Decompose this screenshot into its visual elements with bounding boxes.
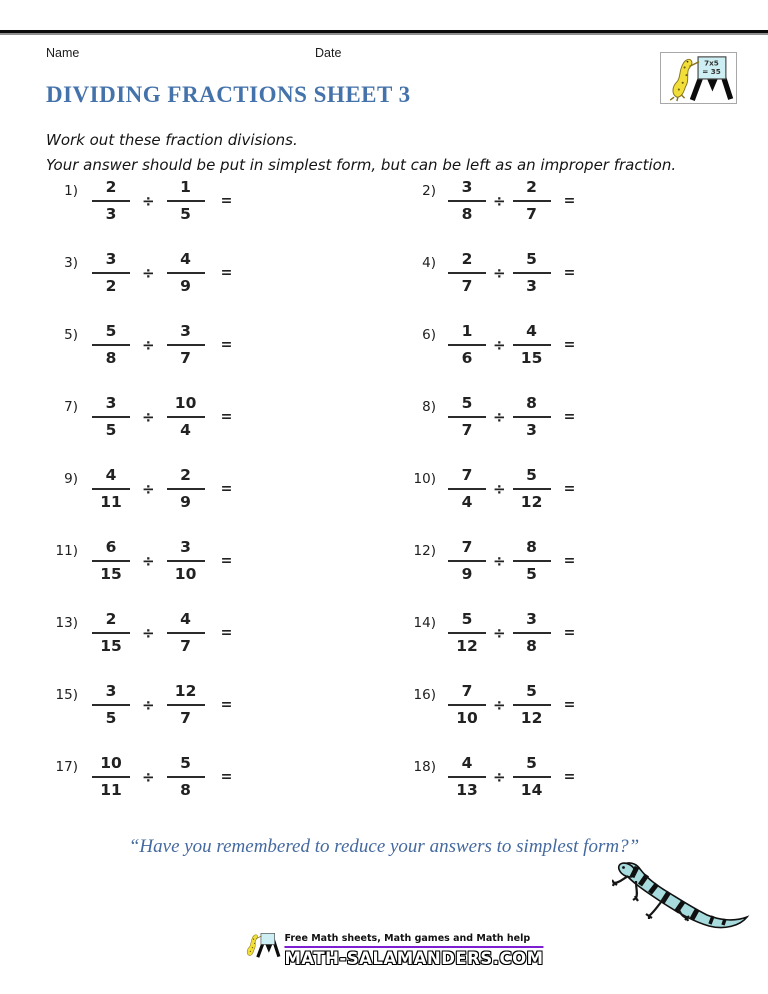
problem-number: 13) bbox=[55, 615, 78, 631]
fraction-divisor bbox=[513, 682, 551, 728]
denominator: 3 bbox=[105, 205, 117, 223]
divide-sign: ÷ bbox=[142, 264, 155, 282]
fraction-dividend bbox=[92, 610, 130, 656]
gecko-illustration bbox=[612, 860, 750, 938]
numerator: 8 bbox=[513, 394, 551, 418]
fraction-divisor bbox=[167, 466, 205, 512]
fraction-divisor bbox=[167, 178, 205, 224]
denominator: 3 bbox=[526, 277, 537, 295]
equals-sign: = bbox=[563, 625, 576, 641]
problem-item bbox=[380, 682, 575, 728]
instruction-line-1: Work out these fraction divisions. bbox=[46, 131, 298, 149]
denominator: 9 bbox=[461, 565, 473, 583]
denominator: 8 bbox=[105, 349, 117, 367]
divide-sign: ÷ bbox=[142, 336, 155, 354]
divide-sign: ÷ bbox=[142, 696, 155, 714]
numerator: 2 bbox=[513, 178, 551, 202]
numerator: 5 bbox=[167, 754, 205, 778]
divide-sign: ÷ bbox=[493, 192, 506, 210]
fraction-dividend bbox=[92, 178, 130, 224]
fraction-divisor bbox=[513, 754, 551, 800]
numerator: 5 bbox=[448, 394, 486, 418]
problem-item bbox=[46, 250, 232, 296]
fraction-dividend bbox=[92, 538, 130, 584]
numerator: 3 bbox=[448, 178, 486, 202]
problem-number: 7) bbox=[64, 399, 78, 415]
equals-sign: = bbox=[563, 265, 576, 281]
divide-sign: ÷ bbox=[142, 552, 155, 570]
page-title: DIVIDING FRACTIONS SHEET 3 bbox=[46, 82, 411, 107]
site-wordmark: MATH-SALAMANDERS.COM bbox=[284, 949, 544, 968]
divide-sign: ÷ bbox=[493, 408, 506, 426]
divide-sign: ÷ bbox=[142, 480, 155, 498]
date-label: Date bbox=[315, 46, 342, 60]
numerator: 7 bbox=[448, 682, 486, 706]
fraction-divisor bbox=[167, 610, 205, 656]
problem-item bbox=[46, 394, 232, 440]
divide-sign: ÷ bbox=[142, 192, 155, 210]
problem-item bbox=[46, 322, 232, 368]
equals-sign: = bbox=[220, 481, 233, 497]
footer-tagline: Free Math sheets, Math games and Math help bbox=[284, 933, 531, 944]
numerator: 3 bbox=[92, 682, 130, 706]
fraction-dividend bbox=[448, 610, 486, 656]
numerator: 8 bbox=[513, 538, 551, 562]
problem-row bbox=[0, 394, 768, 466]
problem-row bbox=[0, 250, 768, 322]
problem-row bbox=[0, 682, 768, 754]
denominator: 7 bbox=[180, 349, 191, 367]
denominator: 5 bbox=[105, 709, 117, 727]
equals-sign: = bbox=[220, 409, 233, 425]
equals-sign: = bbox=[220, 625, 233, 641]
denominator: 7 bbox=[461, 277, 473, 295]
site-logo bbox=[660, 52, 737, 104]
divide-sign: ÷ bbox=[493, 264, 506, 282]
fraction-divisor bbox=[513, 610, 551, 656]
fraction-divisor bbox=[167, 322, 205, 368]
numerator: 3 bbox=[167, 322, 205, 346]
problem-number: 12) bbox=[413, 543, 436, 559]
instruction-line-2: Your answer should be put in simplest form, but can be left as an improper fraction. bbox=[46, 156, 677, 174]
problem-number: 3) bbox=[64, 255, 78, 271]
fraction-dividend bbox=[448, 538, 486, 584]
problem-item bbox=[380, 610, 575, 656]
footer-salamander-icon bbox=[242, 922, 280, 968]
numerator: 7 bbox=[448, 538, 486, 562]
problem-item bbox=[46, 178, 232, 224]
fraction-divisor bbox=[167, 250, 205, 296]
problem-item bbox=[46, 682, 232, 728]
problem-number: 4) bbox=[422, 255, 436, 271]
problem-item bbox=[380, 394, 575, 440]
numerator: 5 bbox=[513, 682, 551, 706]
fraction-dividend bbox=[92, 754, 130, 800]
fraction-divisor bbox=[513, 250, 551, 296]
footer-quote: “Have you remembered to reduce your answers to simplest form?” bbox=[128, 836, 640, 857]
problem-number: 2) bbox=[422, 183, 436, 199]
equals-sign: = bbox=[220, 697, 233, 713]
problem-item bbox=[46, 538, 232, 584]
numerator: 3 bbox=[92, 250, 130, 274]
denominator: 5 bbox=[180, 205, 191, 223]
numerator: 4 bbox=[448, 754, 486, 778]
problem-number: 10) bbox=[413, 471, 436, 487]
denominator: 15 bbox=[100, 565, 122, 583]
denominator: 4 bbox=[461, 493, 473, 511]
denominator: 12 bbox=[520, 493, 543, 511]
denominator: 7 bbox=[180, 709, 191, 727]
denominator: 13 bbox=[456, 781, 478, 799]
equals-sign: = bbox=[563, 409, 576, 425]
equals-sign: = bbox=[563, 697, 576, 713]
numerator: 5 bbox=[513, 466, 551, 490]
problem-item bbox=[380, 754, 575, 800]
problem-row bbox=[0, 466, 768, 538]
problem-number: 9) bbox=[64, 471, 78, 487]
denominator: 12 bbox=[520, 709, 543, 727]
divide-sign: ÷ bbox=[493, 480, 506, 498]
problem-number: 8) bbox=[422, 399, 436, 415]
numerator: 1 bbox=[167, 178, 205, 202]
denominator: 9 bbox=[180, 493, 191, 511]
problem-row bbox=[0, 538, 768, 610]
divide-sign: ÷ bbox=[493, 696, 506, 714]
denominator: 15 bbox=[520, 349, 543, 367]
divide-sign: ÷ bbox=[493, 552, 506, 570]
svg-text:7x5: 7x5 bbox=[703, 58, 719, 68]
divide-sign: ÷ bbox=[493, 336, 506, 354]
problem-item bbox=[46, 466, 232, 512]
numerator: 4 bbox=[92, 466, 130, 490]
equals-sign: = bbox=[563, 553, 576, 569]
fraction-dividend bbox=[448, 322, 486, 368]
problem-item bbox=[46, 754, 232, 800]
denominator: 7 bbox=[461, 421, 473, 439]
fraction-divisor bbox=[167, 394, 205, 440]
numerator: 5 bbox=[513, 250, 551, 274]
fraction-dividend bbox=[448, 754, 486, 800]
problem-number: 5) bbox=[64, 327, 78, 343]
fraction-divisor bbox=[513, 466, 551, 512]
numerator: 5 bbox=[92, 322, 130, 346]
numerator: 7 bbox=[448, 466, 486, 490]
fraction-divisor bbox=[167, 682, 205, 728]
problem-number: 6) bbox=[422, 327, 436, 343]
fraction-dividend bbox=[92, 466, 130, 512]
denominator: 6 bbox=[461, 349, 473, 367]
equals-sign: = bbox=[563, 193, 576, 209]
problem-row bbox=[0, 322, 768, 394]
denominator: 9 bbox=[180, 277, 191, 295]
divide-sign: ÷ bbox=[493, 624, 506, 642]
numerator: 4 bbox=[167, 610, 205, 634]
numerator: 10 bbox=[92, 754, 130, 778]
problem-item bbox=[380, 178, 575, 224]
equals-sign: = bbox=[220, 337, 233, 353]
numerator: 12 bbox=[167, 682, 205, 706]
denominator: 11 bbox=[100, 493, 122, 511]
equals-sign: = bbox=[220, 553, 233, 569]
numerator: 5 bbox=[448, 610, 486, 634]
problem-item bbox=[380, 466, 575, 512]
numerator: 3 bbox=[513, 610, 551, 634]
denominator: 2 bbox=[105, 277, 117, 295]
numerator: 2 bbox=[167, 466, 205, 490]
numerator: 2 bbox=[92, 610, 130, 634]
fraction-divisor bbox=[513, 538, 551, 584]
problem-number: 18) bbox=[413, 759, 436, 775]
numerator: 6 bbox=[92, 538, 130, 562]
denominator: 15 bbox=[100, 637, 122, 655]
problem-item bbox=[380, 250, 575, 296]
problem-item bbox=[46, 610, 232, 656]
problem-number: 16) bbox=[413, 687, 436, 703]
footer-purple-rule bbox=[284, 946, 543, 948]
numerator: 1 bbox=[448, 322, 486, 346]
fraction-dividend bbox=[92, 250, 130, 296]
problem-row bbox=[0, 754, 768, 826]
problem-number: 14) bbox=[413, 615, 436, 631]
fraction-dividend bbox=[448, 682, 486, 728]
problem-item bbox=[380, 538, 575, 584]
fraction-dividend bbox=[448, 394, 486, 440]
numerator: 2 bbox=[448, 250, 486, 274]
problem-number: 1) bbox=[64, 183, 78, 199]
numerator: 3 bbox=[167, 538, 205, 562]
fraction-divisor bbox=[167, 754, 205, 800]
equals-sign: = bbox=[220, 769, 233, 785]
denominator: 5 bbox=[105, 421, 117, 439]
denominator: 10 bbox=[174, 565, 197, 583]
fraction-divisor bbox=[513, 394, 551, 440]
problem-row bbox=[0, 610, 768, 682]
numerator: 5 bbox=[513, 754, 551, 778]
fraction-divisor bbox=[513, 178, 551, 224]
fraction-divisor bbox=[513, 322, 551, 368]
fraction-divisor bbox=[167, 538, 205, 584]
svg-text:= 35: = 35 bbox=[701, 67, 721, 77]
fraction-dividend bbox=[92, 394, 130, 440]
equals-sign: = bbox=[563, 337, 576, 353]
divide-sign: ÷ bbox=[142, 624, 155, 642]
problem-row bbox=[0, 178, 768, 250]
problem-number: 17) bbox=[55, 759, 78, 775]
top-divider-gray bbox=[0, 33, 768, 35]
footer-branding bbox=[242, 922, 543, 968]
numerator: 3 bbox=[92, 394, 130, 418]
numerator: 2 bbox=[92, 178, 130, 202]
problem-number: 15) bbox=[55, 687, 78, 703]
denominator: 11 bbox=[100, 781, 122, 799]
denominator: 5 bbox=[526, 565, 537, 583]
equals-sign: = bbox=[220, 193, 233, 209]
denominator: 4 bbox=[180, 421, 191, 439]
denominator: 10 bbox=[456, 709, 478, 727]
fraction-dividend bbox=[92, 682, 130, 728]
problem-number: 11) bbox=[55, 543, 78, 559]
denominator: 7 bbox=[526, 205, 537, 223]
divide-sign: ÷ bbox=[142, 408, 155, 426]
divide-sign: ÷ bbox=[493, 768, 506, 786]
salamander-easel-icon bbox=[663, 54, 735, 102]
denominator: 12 bbox=[456, 637, 478, 655]
fraction-dividend bbox=[448, 466, 486, 512]
denominator: 3 bbox=[526, 421, 537, 439]
divide-sign: ÷ bbox=[142, 768, 155, 786]
denominator: 7 bbox=[180, 637, 191, 655]
denominator: 8 bbox=[461, 205, 473, 223]
denominator: 8 bbox=[180, 781, 191, 799]
fraction-dividend bbox=[448, 250, 486, 296]
equals-sign: = bbox=[563, 769, 576, 785]
numerator: 4 bbox=[167, 250, 205, 274]
name-label: Name bbox=[46, 46, 80, 60]
denominator: 14 bbox=[520, 781, 543, 799]
problems-grid bbox=[0, 178, 768, 826]
denominator: 8 bbox=[526, 637, 537, 655]
fraction-dividend bbox=[92, 322, 130, 368]
equals-sign: = bbox=[563, 481, 576, 497]
fraction-dividend bbox=[448, 178, 486, 224]
equals-sign: = bbox=[220, 265, 233, 281]
problem-item bbox=[380, 322, 575, 368]
numerator: 4 bbox=[513, 322, 551, 346]
numerator: 10 bbox=[167, 394, 205, 418]
